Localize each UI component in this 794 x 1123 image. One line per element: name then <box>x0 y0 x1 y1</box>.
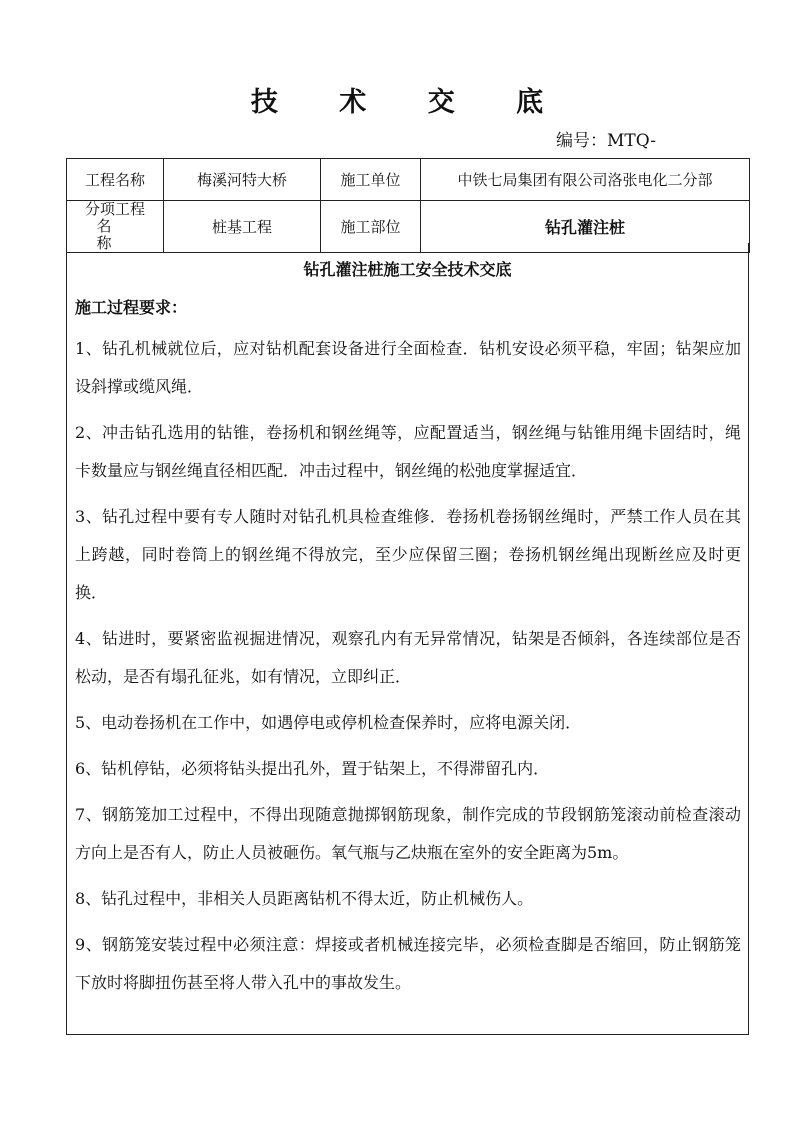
requirement-item: 1、钻孔机械就位后，应对钻机配套设备进行全面检查．钻机安设必须平稳，牢固；钻架应加设斜撑或缆风绳． <box>75 339 741 396</box>
requirement-list <box>75 330 741 1010</box>
project-name-value: 梅溪河特大桥 <box>164 159 321 201</box>
section-heading: 钻孔灌注桩施工安全技术交底 <box>303 260 512 279</box>
construction-part-label: 施工部位 <box>321 201 421 253</box>
requirement-item: 9、钢筋笼安装过程中必须注意：焊接或者机械连接完毕，必须检查脚是否缩回，防止钢筋笼下放时将脚扭伤甚至将人带入孔中的事故发生。 <box>75 935 741 992</box>
requirement-item: 8、钻孔过程中，非相关人员距离钻机不得太近，防止机械伤人。 <box>75 889 534 908</box>
sub-project-label-line2: 名称 <box>96 217 140 252</box>
project-name-label: 工程名称 <box>67 159 164 201</box>
sub-project-value: 桩基工程 <box>164 201 321 253</box>
construction-unit-label: 施工单位 <box>321 159 421 201</box>
sub-project-label-line1: 分项工程 <box>84 200 145 218</box>
info-table <box>66 158 750 253</box>
requirement-item: 7、钢筋笼加工过程中，不得出现随意抛掷钢筋现象，制作完成的节段钢筋笼滚动前检查滚动方向上是否有人，防止人员被砸伤。氧气瓶与乙炔瓶在室外的安全距离为5m。 <box>75 805 741 862</box>
document-number: 编号：MTQ- <box>556 131 657 151</box>
requirement-item: 4、钻进时，要紧密监视掘进情况，观察孔内有无异常情况，钻架是否倾斜，各连续部位是否松动，是否有塌孔征兆，如有情况，立即纠正． <box>75 629 741 686</box>
requirement-item: 5、电动卷扬机在工作中，如遇停电或停机检查保养时，应将电源关闭． <box>75 713 582 732</box>
document-title: 技 术 交 底 <box>250 87 570 118</box>
requirement-item: 2、冲击钻孔选用的钻锥，卷扬机和钢丝绳等，应配置适当，钢丝绳与钻锥用绳卡固结时，绳卡数量应与钢丝绳直径相匹配．冲击过程中，钢丝绳的松弛度掌握适宜． <box>75 423 741 480</box>
disclosure-body <box>66 243 749 1035</box>
construction-part-value: 钻孔灌注桩 <box>421 201 750 253</box>
construction-unit-value: 中铁七局集团有限公司洛张电化二分部 <box>421 159 750 201</box>
requirement-item: 6、钻机停钻，必须将钻头提出孔外，置于钻架上，不得滞留孔内． <box>75 759 550 778</box>
section-subheading: 施工过程要求： <box>75 298 188 317</box>
requirement-item: 3、钻孔过程中要有专人随时对钻孔机具检查维修．卷扬机卷扬钢丝绳时，严禁工作人员在其上跨越，同时卷筒上的钢丝绳不得放完，至少应保留三圈；卷扬机钢丝绳出现断丝应及时更换． <box>75 507 741 602</box>
info-row-1 <box>67 159 750 201</box>
